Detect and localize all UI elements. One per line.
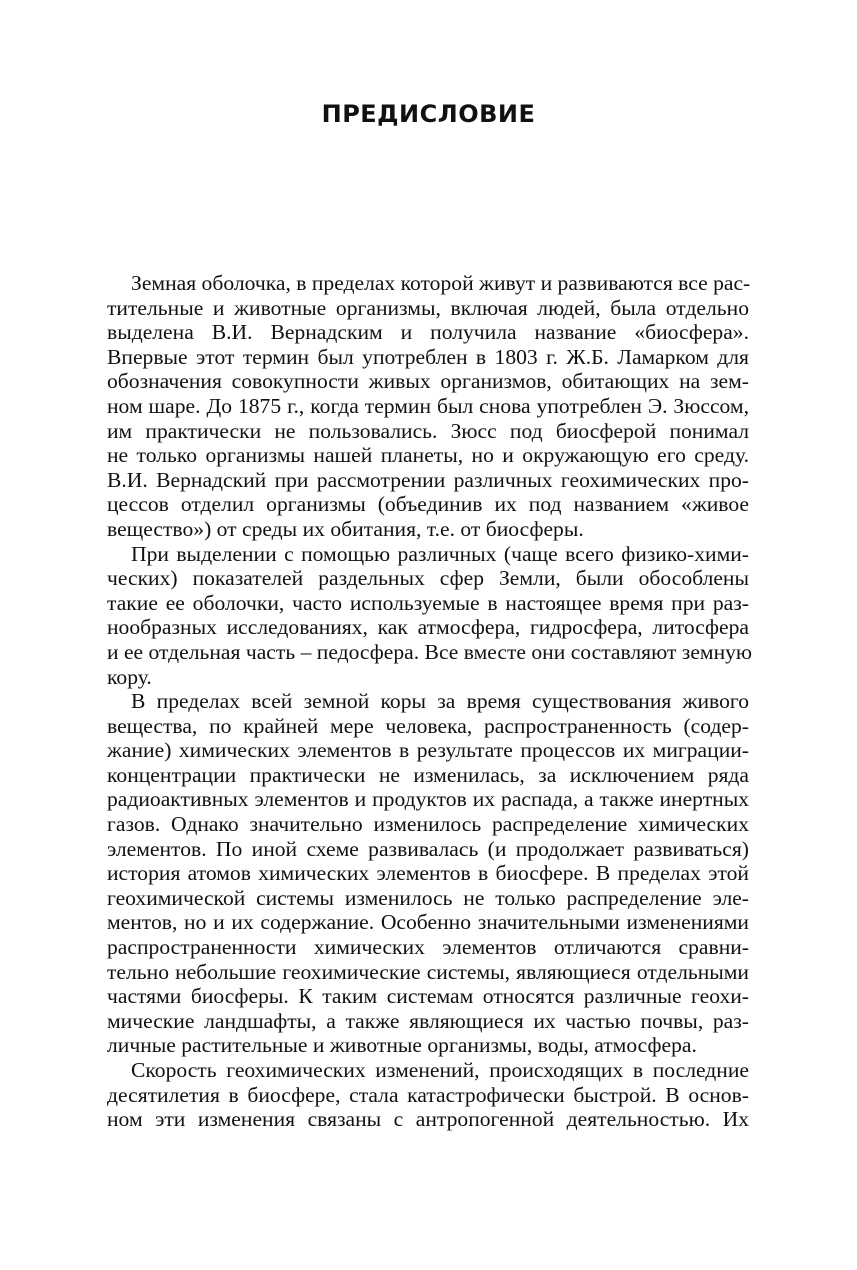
text-line: В.И. Вернадский при рассмотрении различных геохимических про- xyxy=(107,467,749,492)
text-line: ном шаре. До 1875 г., когда термин был снова употреблен Э. Зюссом, xyxy=(107,393,749,418)
text-line: жание) химических элементов в результате процессов их миграции- xyxy=(107,738,749,763)
text-line: мические ландшафты, а также являющиеся их частью почвы, раз- xyxy=(107,1008,749,1033)
text-line: цессов отделил организмы (объединив их под названием «живое xyxy=(107,492,749,517)
text-line: распространенности химических элементов отличаются сравни- xyxy=(107,935,749,960)
page-title: ПРЕДИСЛОВИЕ xyxy=(321,100,536,128)
text-line: личные растительные и животные организмы, воды, атмосфера. xyxy=(107,1033,697,1058)
text-line: и ее отдельная часть – педосфера. Все вместе они составляют земную xyxy=(107,639,753,664)
text-line: обозначения совокупности живых организмов, обитающих на зем- xyxy=(107,369,749,394)
text-line: вещество») от среды их обитания, т.е. от биосферы. xyxy=(107,516,584,541)
paragraph xyxy=(107,271,749,542)
text-line: элементов. По иной схеме развивалась (и продолжает развиваться) xyxy=(107,836,749,861)
paragraph xyxy=(107,689,749,1058)
text-line: выделена В.И. Вернадским и получила название «биосфера». xyxy=(107,320,749,345)
text-line: Земная оболочка, в пределах которой живут и развиваются все рас- xyxy=(131,271,751,295)
text-line: ческих) показателей раздельных сфер Земли, были обособлены xyxy=(107,566,749,591)
text-line: им практически не пользовались. Зюсс под биосферой понимал xyxy=(107,418,749,443)
text-line: концентрации практически не изменилась, за исключением ряда xyxy=(107,762,749,787)
text-line: не только организмы нашей планеты, но и окружающую его среду. xyxy=(107,443,749,468)
text-line: такие ее оболочки, часто используемые в настоящее время при раз- xyxy=(107,590,749,615)
text-line: ном эти изменения связаны с антропогенной деятельностью. Их xyxy=(107,1107,749,1132)
text-line: ментов, но и их содержание. Особенно значительными изменениями xyxy=(107,910,749,935)
text-line: Скорость геохимических изменений, происходящих в последние xyxy=(131,1058,749,1082)
text-line: частями биосферы. К таким системам относятся различные геохи- xyxy=(107,984,749,1009)
text-line: газов. Однако значительно изменилось распределение химических xyxy=(107,812,749,837)
text-line: радиоактивных элементов и продуктов их распада, а также инертных xyxy=(107,787,749,812)
text-line: В пределах всей земной коры за время существования живого xyxy=(131,689,749,714)
text-line: тительные и животные организмы, включая людей, была отдельно xyxy=(107,295,749,320)
text-line: Впервые этот термин был употреблен в 1803 г. Ж.Б. Ламарком для xyxy=(107,344,749,369)
text-line: десятилетия в биосфере, стала катастрофически быстрой. В основ- xyxy=(107,1082,749,1107)
text-line: При выделении с помощью различных (чаще всего физико-хими- xyxy=(131,541,749,566)
paragraph xyxy=(107,1058,749,1132)
paragraph xyxy=(107,541,753,690)
text-line: история атомов химических элементов в биосфере. В пределах этой xyxy=(107,861,749,886)
text-line: нообразных исследованиях, как атмосфера, гидросфера, литосфера xyxy=(107,615,749,640)
text-line: геохимической системы изменилось не только распределение эле- xyxy=(107,885,749,910)
body-text xyxy=(107,271,753,1132)
text-line: тельно небольшие геохимические системы, являющиеся отдельными xyxy=(107,959,749,984)
text-line: кору. xyxy=(107,664,152,689)
text-line: вещества, по крайней мере человека, распространенность (содер- xyxy=(107,713,749,738)
